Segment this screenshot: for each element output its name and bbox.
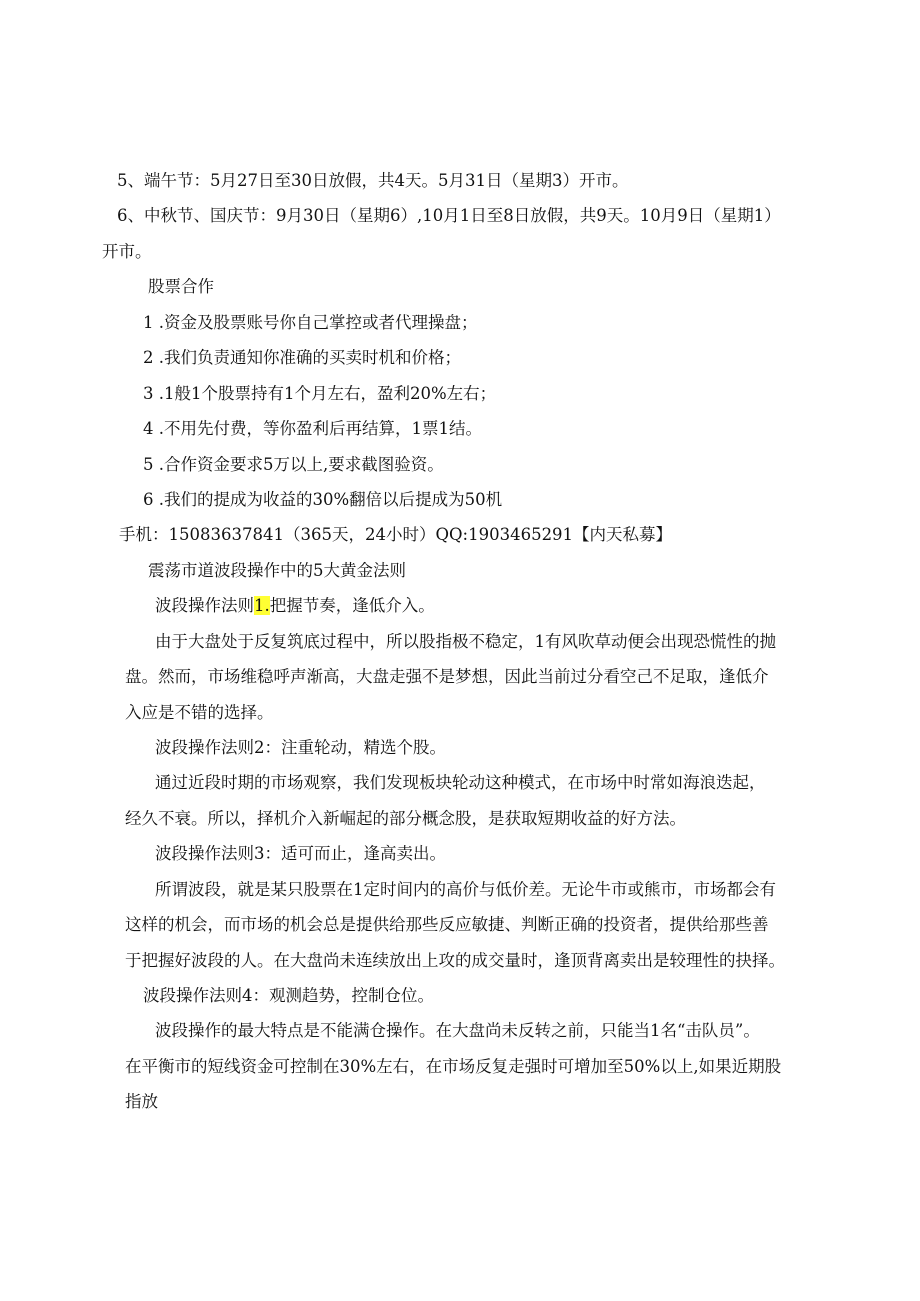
- cooperation-item: 5 .合作资金要求5万以上,要求截图验资。: [143, 455, 444, 474]
- cooperation-item: 6 .我们的提成为收益的30%翻倍以后提成为50机: [143, 490, 503, 509]
- contact-info: 手机：15083637841（365天，24小时）QQ:1903465291【内天私募】: [119, 525, 673, 544]
- rule3-paragraph-line: 这样的机会，而市场的机会总是提供给那些反应敏捷、判断正确的投资者，提供给那些善: [125, 915, 769, 934]
- rule4-paragraph-line: 波段操作的最大特点是不能满仓操作。在大盘尚未反转之前，只能当1名“击队员”。: [155, 1021, 760, 1040]
- holiday-mid-autumn-line2: 开市。: [102, 242, 152, 261]
- rule3-paragraph-line: 于把握好波段的人。在大盘尚未连续放出上攻的成交量时，逢顶背离卖出是较理性的抉择。: [125, 951, 785, 970]
- holiday-dragon-boat: 5、端午节：5月27日至30日放假，共4天。5月31日（星期3）开市。: [117, 171, 629, 190]
- holiday-mid-autumn-line1: 6、中秋节、国庆节：9月30日（星期6）,10月1日至8日放假，共9天。10月9日（星期1）: [117, 206, 781, 225]
- cooperation-heading: 股票合作: [148, 277, 214, 296]
- cooperation-item: 3 .1般1个股票持有1个月左右，盈利20%左右；: [143, 384, 497, 403]
- rule1-heading: [155, 595, 435, 617]
- rule1-highlight: 1.: [254, 596, 270, 615]
- cooperation-item: 4 .不用先付费，等你盈利后再结算，1票1结。: [143, 419, 482, 438]
- rule2-paragraph-line: 经久不衰。所以，择机介入新崛起的部分概念股，是获取短期收益的好方法。: [125, 809, 686, 828]
- rule2-heading: 波段操作法则2：注重轮动，精选个股。: [155, 738, 446, 757]
- rule4-heading: 波段操作法则4：观测趋势，控制仓位。: [143, 986, 434, 1005]
- rule4-paragraph-line: 指放: [125, 1092, 158, 1111]
- rule1-suffix: 把握节奏，逢低介入。: [269, 596, 435, 615]
- article-title: 震荡市道波段操作中的5大黄金法则: [148, 561, 406, 580]
- rule4-paragraph-line: 在平衡市的短线资金可控制在30%左右，在市场反复走强时可增加至50%以上,如果近期股: [125, 1057, 782, 1076]
- cooperation-item: 2 .我们负责通知你准确的买卖时机和价格；: [143, 348, 461, 367]
- rule1-prefix: 波段操作法则: [155, 596, 254, 615]
- rule2-paragraph-line: 通过近段时期的市场观察，我们发现板块轮动这种模式，在市场中时常如海浪迭起，: [155, 773, 766, 792]
- cooperation-item: 1 .资金及股票账号你自己掌控或者代理操盘；: [143, 313, 478, 332]
- rule1-paragraph-line: 盘。然而，市场维稳呼声渐高，大盘走强不是梦想，因此当前过分看空己不足取，逢低介: [125, 667, 769, 686]
- rule1-paragraph-line: 由于大盘处于反复筑底过程中，所以股指极不稳定，1有风吹草动便会出现恐慌性的抛: [155, 632, 776, 651]
- rule3-paragraph-line: 所谓波段，就是某只股票在1定时间内的高价与低价差。无论牛市或熊市，市场都会有: [155, 880, 776, 899]
- rule3-heading: 波段操作法则3：适可而止，逢高卖出。: [155, 844, 446, 863]
- rule1-paragraph-line: 入应是不错的选择。: [125, 703, 274, 722]
